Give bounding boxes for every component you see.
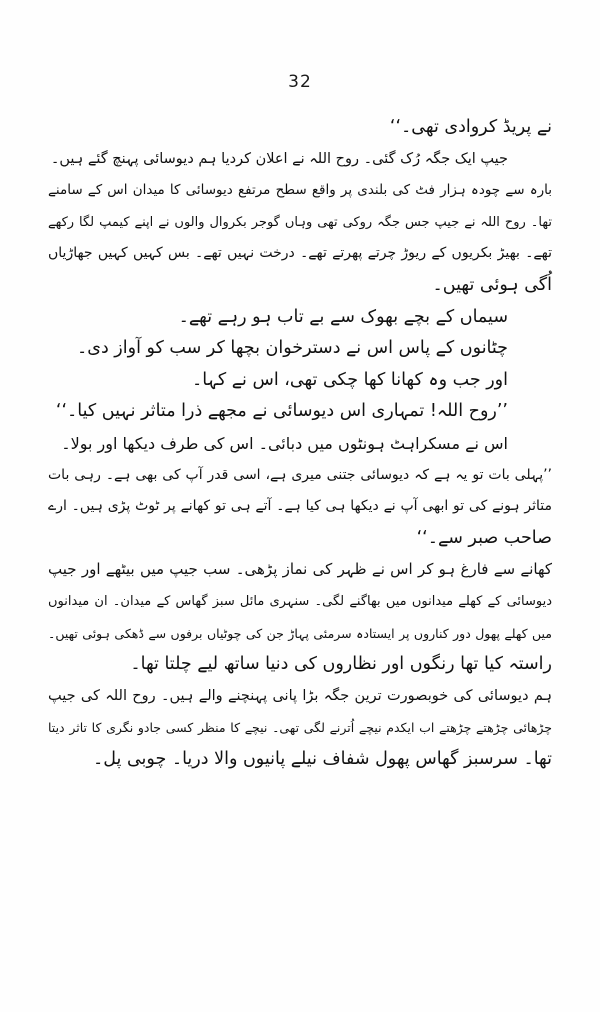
text-line: کھانے سے فارغ ہو کر اس نے ظہر کی نماز پڑھی۔ سب جیپ میں بیٹھے اور جیپ (48, 560, 552, 579)
text-line: چٹانوں کے پاس اس نے دسترخوان بچھا کر سب کو آواز دی۔ (77, 338, 508, 359)
text-line: جیپ ایک جگہ رُک گئی۔ روح اللہ نے اعلان کردیا ہم دیوسائی پہنچ گئے ہیں۔ (50, 150, 508, 167)
text-line: سیماں کے بچے بھوک سے بے تاب ہو رہے تھے۔ (178, 306, 508, 327)
text-line: بارہ سے چودہ ہزار فٹ کی بلندی پر واقع سطح مرتفع دیوسائی کا میدان اس کے سامنے (48, 182, 552, 199)
page-number: 32 (288, 72, 312, 92)
text-line: ’’روح اللہ! تمہاری اس دیوسائی نے مجھے ذرا متاثر نہیں کیا۔‘‘ (55, 401, 508, 422)
text-line: اس نے مسکراہٹ ہونٹوں میں دبائی۔ اس کی طرف دیکھا اور بولا۔ (61, 433, 508, 453)
text-line: ہم دیوسائی کی خوبصورت ترین جگہ بڑا پانی پہنچنے والے ہیں۔ روح اللہ کی جیپ (48, 687, 552, 704)
text-line: تھے۔ بھیڑ بکریوں کے ریوڑ چرتے پھرتے تھے۔ درخت نہیں تھے۔ بس کہیں کہیں جھاڑیاں (48, 245, 552, 262)
text-line: دیوسائی کے کھلے میدانوں میں بھاگنے لگی۔ سنہری مائل سبز گھاس کے میدان۔ ان میدانوں (48, 593, 552, 609)
text-line: نے پریڈ کروادی تھی۔‘‘ (389, 117, 552, 137)
text-line: اور جب وہ کھانا کھا چکی تھی، اس نے کہا۔ (192, 369, 508, 390)
text-line: تھا۔ سرسبز گھاس پھول شفاف نیلے پانیوں والا دریا۔ چوبی پل۔ (93, 748, 552, 769)
text-line: میں کھلے پھول دور کناروں پر ایستادہ سرمئی پہاڑ جن کی چوٹیاں برفوں سے ڈھکی ہوئی تھیں۔ (48, 625, 552, 641)
text-line: ’’پہلی بات تو یہ ہے کہ دیوسائی جتنی میری ہے، اسی قدر آپ کی بھی ہے۔ رہی بات (48, 466, 552, 483)
text-line: صاحب صبر سے۔‘‘ (416, 527, 552, 548)
text-line: متاثر ہونے کی تو ابھی آپ نے دیکھا ہی کیا ہے۔ آتے ہی تو کھانے پر ٹوٹ پڑی ہیں۔ ارے (48, 498, 552, 515)
text-line: راستہ کیا تھا رنگوں اور نظاروں کی دنیا ساتھ لیے چلتا تھا۔ (130, 654, 552, 675)
page-text-body (48, 112, 552, 775)
text-line: اُگی ہوئی تھیں۔ (432, 274, 552, 295)
text-line: تھا۔ روح اللہ نے جیپ جس جگہ روکی تھی وہاں گوجر بکروال والوں نے اپنے کیمپ لگا رکھے (48, 214, 552, 230)
text-line: چڑھائی چڑھتے چڑھتے اب ایکدم نیچے اُترنے لگی تھی۔ نیچے کا منظر کسی جادو نگری کا تاثر دیتا (48, 720, 552, 736)
